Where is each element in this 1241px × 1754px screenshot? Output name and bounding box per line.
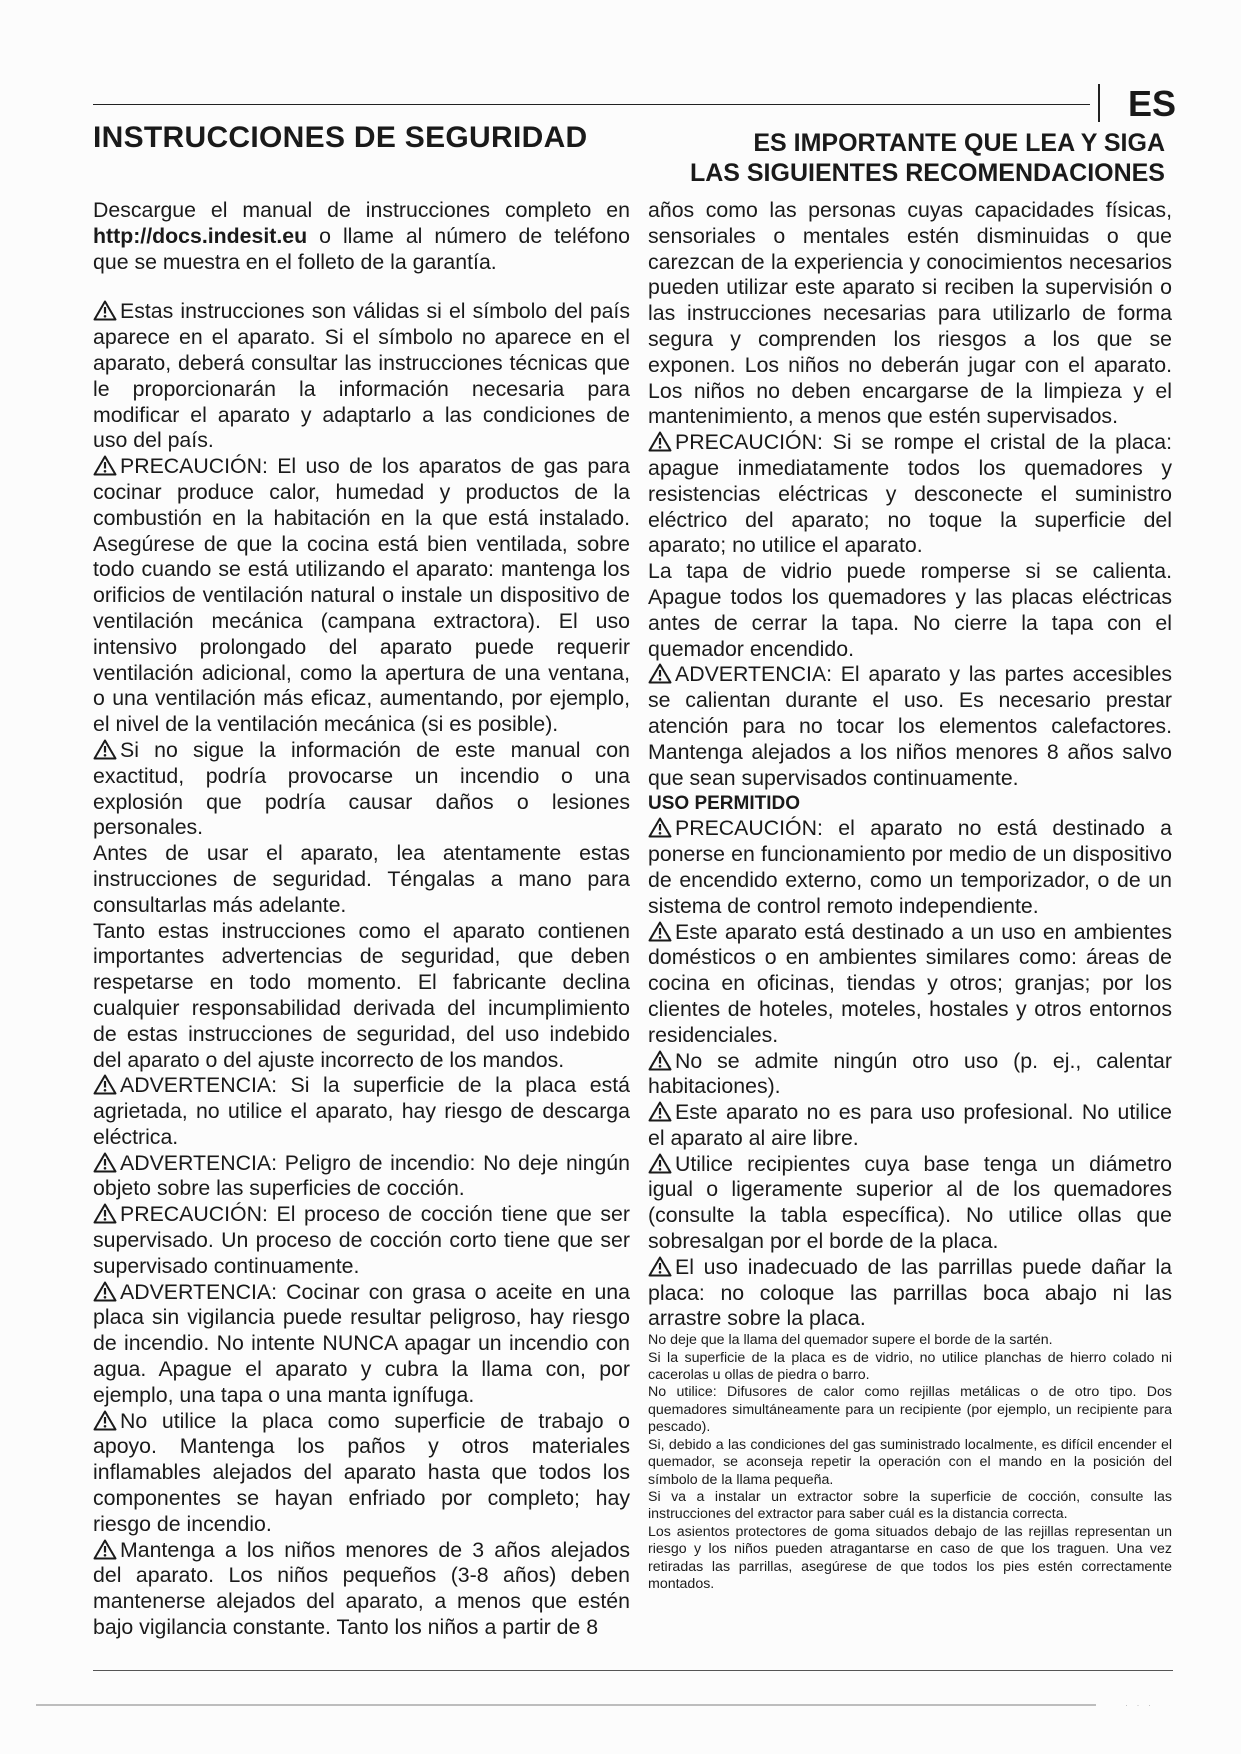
read-instructions-paragraph: Antes de usar el aparato, lea atentamente estas instrucciones de seguridad. Téngalas a mano para consultarlas más adelante.: [93, 841, 630, 917]
warning-triangle-icon: [93, 739, 117, 760]
ventilation-caution: PRECAUCIÓN: El uso de los aparatos de gas para cocinar produce calor, humedad y productos de la combustión en la habitación en la que está instalado. Asegúrese de que la cocina está bien ventilada, sobre todo cuando se está utilizando el aparato: mantenga los orificios de ventilación natural o instale un dispositivo de ventilación mecánica (campana extractora). El uso intensivo prolongado del aparato puede requerir ventilación adicional, como la apertura de una ventana, o una ventilación más eficaz, aumentando, por ejemplo, el nivel de la ventilación mecánica (si es posible).: [93, 454, 630, 737]
note-extractor: Si va a instalar un extractor sobre la superficie de cocción, consulte las instrucciones del extractor para saber cuál es la distancia correcta.: [648, 1488, 1172, 1523]
warning-triangle-icon: [93, 1152, 117, 1173]
left-column: [93, 198, 630, 1641]
work-surface-warning: No utilice la placa como superficie de trabajo o apoyo. Mantenga los paños y otros materiales inflamables alejados del aparato hasta que todos los componentes se hayan enfriado por completo; hay riesgo de incendio.: [93, 1408, 630, 1536]
external-device-caution: PRECAUCIÓN: el aparato no está destinado a ponerse en funcionamiento por medio de un dispositivo de encendido externo, como un temporizador, o de un sistema de control remoto independiente.: [648, 816, 1172, 918]
subtitle-line-1: ES IMPORTANTE QUE LEA Y SIGA: [753, 129, 1165, 157]
cooking-supervision-caution: PRECAUCIÓN: El proceso de cocción tiene que ser supervisado. Un proceso de cocción corto tiene que ser supervisado continuamente.: [93, 1202, 630, 1278]
warning-triangle-icon: [93, 1074, 117, 1095]
page-subtitle: [605, 128, 1165, 188]
warning-triangle-icon: [648, 921, 672, 942]
warning-triangle-icon: [93, 1203, 117, 1224]
domestic-use-paragraph: Este aparato está destinado a un uso en ambientes domésticos o en ambientes similares como: áreas de cocina en oficinas, tiendas y otros; granjas; por los clientes de hoteles, moteles, hostales y otros entornos residenciales.: [648, 919, 1172, 1047]
broken-glass-caution: PRECAUCIÓN: Si se rompe el cristal de la placa: apague inmediatamente todos los quemadores y resistencias eléctricas y desconecte el suministro eléctrico del aparato; no toque la superficie del aparato; no utilice el aparato.: [648, 430, 1172, 558]
warning-triangle-icon: [93, 1281, 117, 1302]
warning-triangle-icon: [93, 1410, 117, 1431]
footer-rule: [93, 1670, 1173, 1671]
warning-triangle-icon: [648, 1101, 672, 1122]
page-title: INSTRUCCIONES DE SEGURIDAD: [93, 121, 588, 154]
section-heading-permitted-use: USO PERMITIDO: [648, 793, 801, 815]
warning-triangle-icon: [648, 1153, 672, 1174]
manufacturer-liability-paragraph: Tanto estas instrucciones como el aparato contienen importantes advertencias de seguridad, que deben respetarse en todo momento. El fabricante declina cualquier responsabilidad derivada del incumplimiento de estas instrucciones de seguridad, del uso indebido del aparato o del ajuste incorrecto de los mandos.: [93, 918, 630, 1072]
country-symbol-paragraph: Estas instrucciones son válidas si el símbolo del país aparece en el aparato. Si el símbolo no aparece en el aparato, deberá consultar las instrucciones técnicas que le proporcionarán la información necesaria para modificar el aparato y adaptarlo a las condiciones de uso del país.: [93, 299, 630, 453]
warning-triangle-icon: [93, 455, 117, 476]
note-gas-ignition: Si, debido a las condiciones del gas suministrado localmente, es difícil encender el quemador, se aconseja repetir la operación con el mando en la posición del símbolo de la llama pequeña.: [648, 1436, 1172, 1488]
note-do-not-use: No utilice: Difusores de calor como rejillas metálicas o de otro tipo. Dos quemadores simultáneamente para un recipiente (por ejemplo, un recipiente para pescado).: [648, 1384, 1172, 1436]
right-column: [648, 198, 1172, 1593]
hot-parts-warning: ADVERTENCIA: El aparato y las partes accesibles se calientan durante el uso. Es necesario prestar atención para no tocar los elementos calefactores. Mantenga alejados a los niños menores 8 años salvo que sean supervisados continuamente.: [648, 662, 1172, 790]
warning-triangle-icon: [93, 1539, 117, 1560]
language-code: ES: [1128, 83, 1177, 124]
children-supervision-paragraph: años como las personas cuyas capacidades físicas, sensoriales o mentales estén disminuidas o que carezcan de la experiencia y conocimientos necesarios pueden utilizar este aparato si reciben la supervisión o las instrucciones necesarias para utilizarlo de forma segura y comprenden los riesgos a los que se exponen. Los niños no deberán jugar con el aparato. Los niños no deben encargarse de la limpieza y el mantenimiento, a menos que estén supervisados.: [648, 198, 1172, 429]
glass-lid-paragraph: La tapa de vidrio puede romperse si se calienta. Apague todos los quemadores y las placas eléctricas antes de cerrar la tapa. No cierre la tapa con el quemador encendido.: [648, 559, 1172, 661]
note-rubber-feet: Los asientos protectores de goma situados debajo de las rejillas representan un riesgo y los niños pueden atragantarse en caso de que los traguen. Una vez retiradas las parrillas, asegúrese de que todos los pies estén correctamente montados.: [648, 1523, 1172, 1592]
cracked-surface-warning: ADVERTENCIA: Si la superficie de la placa está agrietada, no utilice el aparato, hay riesgo de descarga eléctrica.: [93, 1073, 630, 1149]
cookware-size-warning: Utilice recipientes cuya base tenga un diámetro igual o ligeramente superior al de los quemadores (consulte la tabla específica). No utilice ollas que sobresalgan por el borde de la placa.: [648, 1151, 1172, 1254]
professional-use-warning: Este aparato no es para uso profesional. No utilice el aparato al aire libre.: [648, 1100, 1172, 1150]
warning-triangle-icon: [648, 1256, 672, 1277]
language-marker-bar: [1098, 84, 1100, 122]
fire-explosion-warning: Si no sigue la información de este manual con exactitud, podría provocarse un incendio o una explosión que podría causar daños o lesiones personales.: [93, 737, 630, 840]
other-use-warning: No se admite ningún otro uso (p. ej., calentar habitaciones).: [648, 1048, 1172, 1099]
grates-warning: El uso inadecuado de las parrillas puede dañar la placa: no coloque las parrillas boca abajo ni las arrastre sobre la placa.: [648, 1254, 1172, 1331]
intro-text-a: Descargue el manual de instrucciones completo en: [93, 198, 630, 222]
grease-fire-warning: ADVERTENCIA: Cocinar con grasa o aceite en una placa sin vigilancia puede resultar peligroso, hay riesgo de incendio. No intente NUNCA apagar un incendio con agua. Apague el aparato y cubra la llama con, por ejemplo, una tapa o una manta ignífuga.: [93, 1279, 630, 1407]
manual-link[interactable]: http://docs.indesit.eu: [93, 223, 308, 248]
intro-paragraph: [93, 198, 630, 275]
subtitle-line-2: LAS SIGUIENTES RECOMENDACIONES: [689, 159, 1165, 187]
warning-triangle-icon: [648, 431, 672, 452]
small-print-notes: [648, 1332, 1172, 1593]
warning-triangle-icon: [93, 300, 117, 321]
warning-triangle-icon: [648, 663, 672, 684]
warning-triangle-icon: [648, 817, 672, 838]
scan-artifact-dots: · · ·: [1125, 1700, 1154, 1710]
intro-text-b: o llame al número de teléfono que se muestra en el folleto de la garantía.: [93, 223, 630, 274]
children-safety-warning: Mantenga a los niños menores de 3 años alejados del aparato. Los niños pequeños (3-8 años) deben mantenerse alejados del aparato, a menos que estén bajo vigilancia constante. Tanto los niños a partir de 8: [93, 1537, 630, 1640]
note-flame-edge: No deje que la llama del quemador supere el borde de la sartén.: [648, 1332, 1053, 1349]
fire-hazard-warning: ADVERTENCIA: Peligro de incendio: No deje ningún objeto sobre las superficies de cocción.: [93, 1150, 630, 1201]
header-rule: [93, 104, 1090, 105]
scan-edge-line: [36, 1704, 1096, 1706]
note-glass-surface: Si la superficie de la placa es de vidrio, no utilice planchas de hierro colado ni cacerolas u ollas de piedra o barro.: [648, 1349, 1172, 1384]
warning-triangle-icon: [648, 1050, 672, 1071]
